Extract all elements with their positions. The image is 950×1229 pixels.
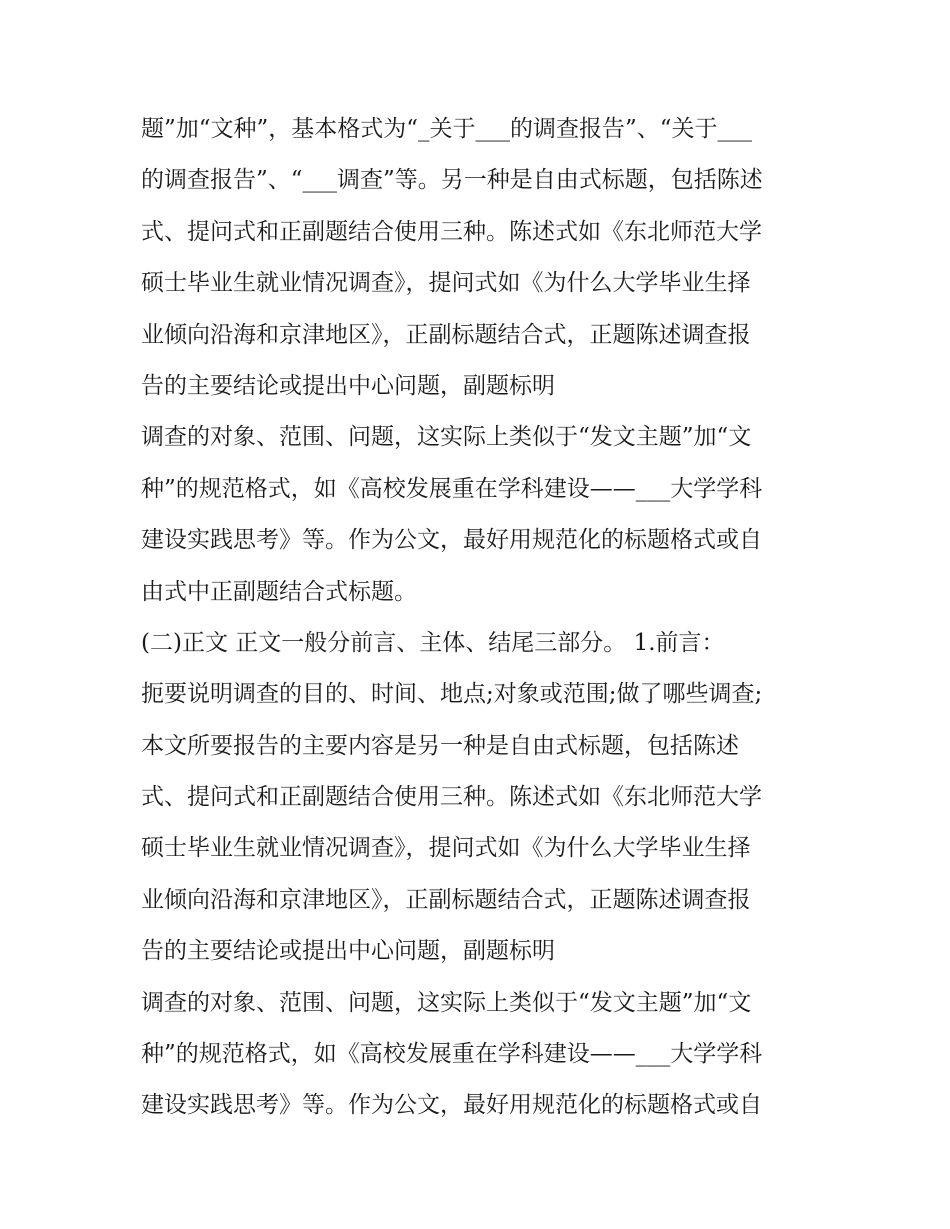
text-line: 由式中正副题结合式标题。 bbox=[141, 578, 417, 605]
text-line: 建设实践思考》等。作为公文，最好用规范化的标题格式或自 bbox=[141, 527, 762, 554]
text-line: 扼要说明调查的目的、时间、地点;对象或范围;做了哪些调查; bbox=[141, 681, 763, 708]
text-line: 硕士毕业生就业情况调查》，提问式如《为什么大学毕业生择 bbox=[141, 835, 751, 862]
text-line: 调查的对象、范围、问题，这实际上类似于“发文主题”加“文 bbox=[141, 989, 752, 1016]
text-line: 告的主要结论或提出中心问题，副题标明 bbox=[141, 938, 555, 965]
body-text bbox=[141, 104, 821, 1132]
text-line: 种”的规范格式，如《高校发展重在学科建设——___大学学科 bbox=[141, 1041, 763, 1068]
text-line: 的调查报告”、“___调查”等。另一种是自由式标题，包括陈述 bbox=[141, 167, 763, 194]
text-line: 式、提问式和正副题结合使用三种。陈述式如《东北师范大学 bbox=[141, 218, 762, 245]
text-line: 业倾向沿海和京津地区》，正副标题结合式，正题陈述调查报 bbox=[141, 886, 751, 913]
text-line: 本文所要报告的主要内容是另一种是自由式标题，包括陈述 bbox=[141, 732, 739, 759]
text-line: 式、提问式和正副题结合使用三种。陈述式如《东北师范大学 bbox=[141, 784, 762, 811]
text-line: 硕士毕业生就业情况调查》，提问式如《为什么大学毕业生择 bbox=[141, 270, 751, 297]
text-line: 题”加“文种”，基本格式为“_关于___的调查报告”、“关于___ bbox=[141, 116, 753, 142]
text-line: 建设实践思考》等。作为公文，最好用规范化的标题格式或自 bbox=[141, 1092, 762, 1119]
section-heading-line: (二)正文 正文一般分前言、主体、结尾三部分。 1.前言： bbox=[141, 629, 725, 656]
text-line: 告的主要结论或提出中心问题，副题标明 bbox=[141, 372, 555, 399]
text-line: 种”的规范格式，如《高校发展重在学科建设——___大学学科 bbox=[141, 475, 763, 502]
text-line: 调查的对象、范围、问题，这实际上类似于“发文主题”加“文 bbox=[141, 424, 752, 451]
text-line: 业倾向沿海和京津地区》，正副标题结合式，正题陈述调查报 bbox=[141, 321, 751, 348]
